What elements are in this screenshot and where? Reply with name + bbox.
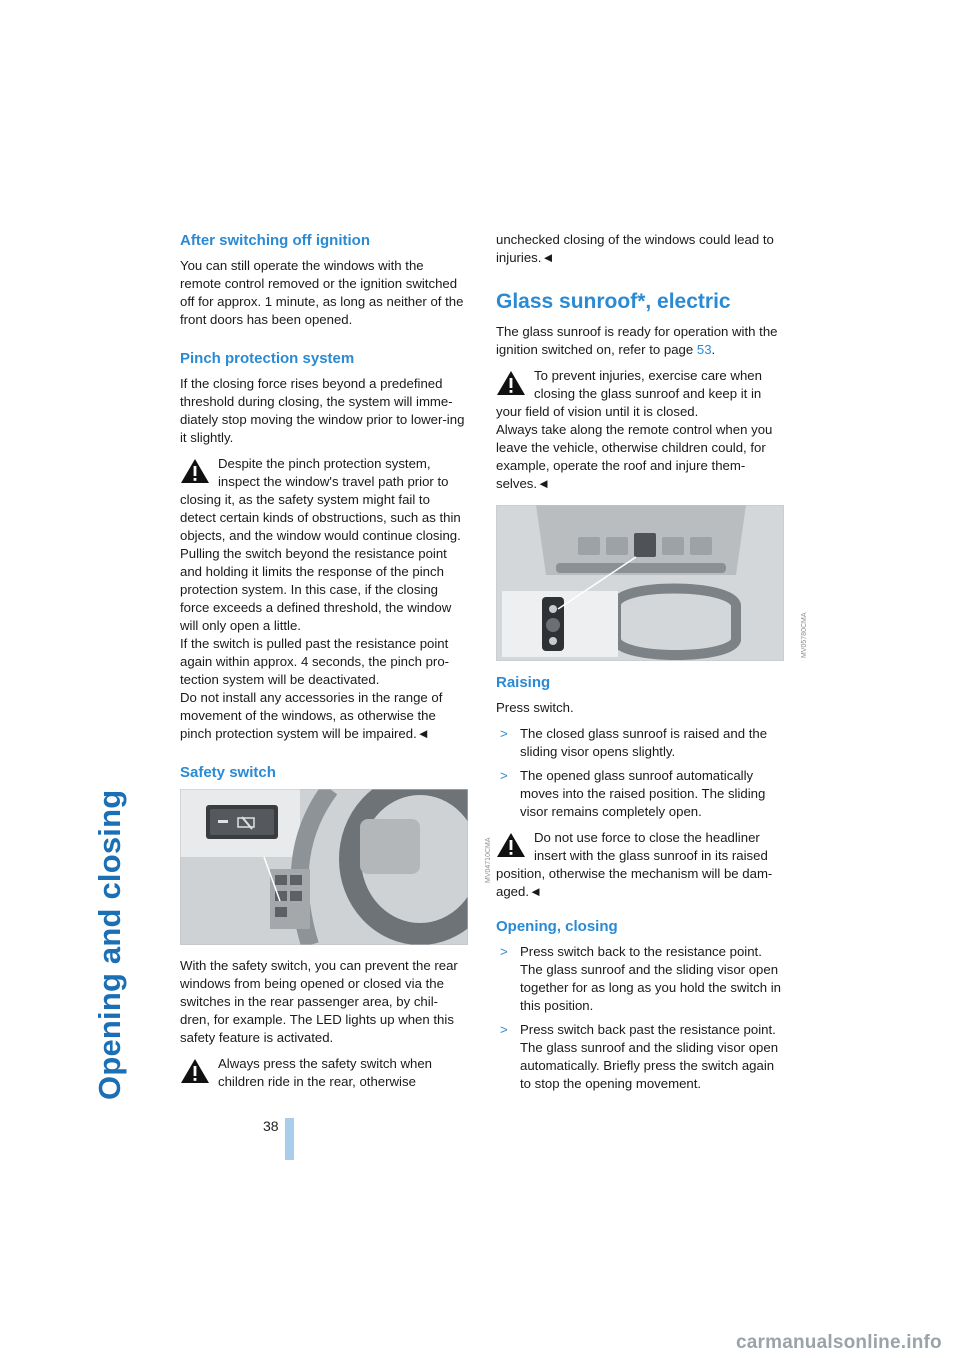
paragraph-press-switch: Press switch. xyxy=(496,700,574,715)
list-item: > The closed glass sunroof is raised and the sliding visor opens slightly. xyxy=(500,726,768,759)
sunroof-switch-image xyxy=(496,505,784,661)
heading-raising: Raising xyxy=(496,674,551,691)
warning-text-lead: Despite the pinch protection system, inspect the window's travel path prior to xyxy=(218,456,449,489)
safety-switch-illustration xyxy=(180,789,468,945)
page-link-53[interactable]: 53 xyxy=(696,342,712,357)
paragraph-continued: unchecked closing of the windows could lead to injuries.◄ xyxy=(496,232,774,265)
warning-text-rest: closing it, as the safety system might fail to detect certain kinds of obstructions, such as thin objects, and the window would continue closing. xyxy=(180,492,461,543)
section-side-title: Opening and closing xyxy=(92,789,127,1100)
paragraph-sunroof-ready: The glass sunroof is ready for operation with the ignition switched on, refer to page 53. xyxy=(496,324,778,357)
page-number-bar xyxy=(285,1118,294,1160)
bullet-marker: > xyxy=(500,726,508,741)
warning-triangle-icon xyxy=(180,458,210,484)
figure-code-1: MV04710CMA xyxy=(485,837,492,883)
heading-opening-closing: Opening, closing xyxy=(496,918,618,935)
paragraph-safety-switch: With the safety switch, you can prevent the rear windows from being opened or closed via the switches in the rear passenger area, by chil-dren, for example. The LED lights up when this safety feature is activated. xyxy=(180,958,458,1045)
figure-code-2: MV05780CMA xyxy=(801,612,808,658)
heading-pinch-protection: Pinch protection system xyxy=(180,350,355,367)
warning-note-sunroof xyxy=(496,367,784,421)
paragraph-pulling-switch: Pulling the switch beyond the resistance point and holding it limits the response of the pinch protection system. In this case, if the closing force exceeds a defined threshold, the window will only open a little. xyxy=(180,546,452,633)
heading-after-switching-off: After switching off ignition xyxy=(180,232,370,249)
warning-triangle-icon xyxy=(180,1058,210,1084)
bullet-marker: > xyxy=(500,768,508,783)
list-item: > The opened glass sunroof automatically moves into the raised position. The sliding visor remains completely open. xyxy=(500,768,766,819)
paragraph-remote-control: Always take along the remote control when you leave the vehicle, otherwise children could, for example, operate the roof and injure them-selves.◄ xyxy=(496,422,773,491)
bullet-marker: > xyxy=(500,944,508,959)
warning-text-lead: Do not use force to close the headliner insert with the glass sunroof in its raised xyxy=(534,830,768,863)
list-item: > Press switch back to the resistance point. The glass sunroof and the sliding visor open together for as long as you hold the switch in this position. xyxy=(500,944,781,1013)
warning-text-rest: your field of vision until it is closed. xyxy=(496,404,699,419)
heading-glass-sunroof: Glass sunroof*, electric xyxy=(496,290,731,313)
warning-text-lead: Always press the safety switch when children ride in the rear, otherwise xyxy=(218,1056,433,1089)
page-number: 38 xyxy=(263,1118,279,1134)
warning-triangle-icon xyxy=(496,370,526,396)
safety-switch-image xyxy=(180,789,468,945)
warning-text-lead: To prevent injuries, exercise care when closing the glass sunroof and keep it in xyxy=(534,368,762,401)
paragraph-accessories: Do not install any accessories in the range of movement of the windows, as otherwise the pinch protection system will be impaired.◄ xyxy=(180,690,443,741)
bullet-marker: > xyxy=(500,1022,508,1037)
right-column xyxy=(496,231,808,1099)
left-column xyxy=(180,231,492,1099)
sunroof-switch-illustration xyxy=(496,505,784,661)
warning-text-rest: position, otherwise the mechanism will be dam-aged.◄ xyxy=(496,866,773,899)
paragraph-pinch-protection: If the closing force rises beyond a predefined threshold during closing, the system will imme-diately stop moving the window prior to lower-ing it slightly. xyxy=(180,376,465,445)
paragraph-pulled-again: If the switch is pulled past the resistance point again within approx. 4 seconds, the pinch pro-tection system will be deactivated. xyxy=(180,636,450,687)
warning-note-pinch xyxy=(180,455,468,545)
warning-note-headliner xyxy=(496,829,784,901)
heading-safety-switch: Safety switch xyxy=(180,764,276,781)
warning-triangle-icon xyxy=(496,832,526,858)
warning-note-safety xyxy=(180,1055,468,1091)
paragraph-after-switching-off: You can still operate the windows with the remote control removed or the ignition switched off for approx. 1 minute, as long as neither of the front doors has been opened. xyxy=(180,258,464,327)
site-watermark: carmanualsonline.info xyxy=(736,1332,942,1353)
list-item: > Press switch back past the resistance point. The glass sunroof and the sliding visor open automatically. Briefly press the switch again to stop the opening movement. xyxy=(500,1022,779,1091)
